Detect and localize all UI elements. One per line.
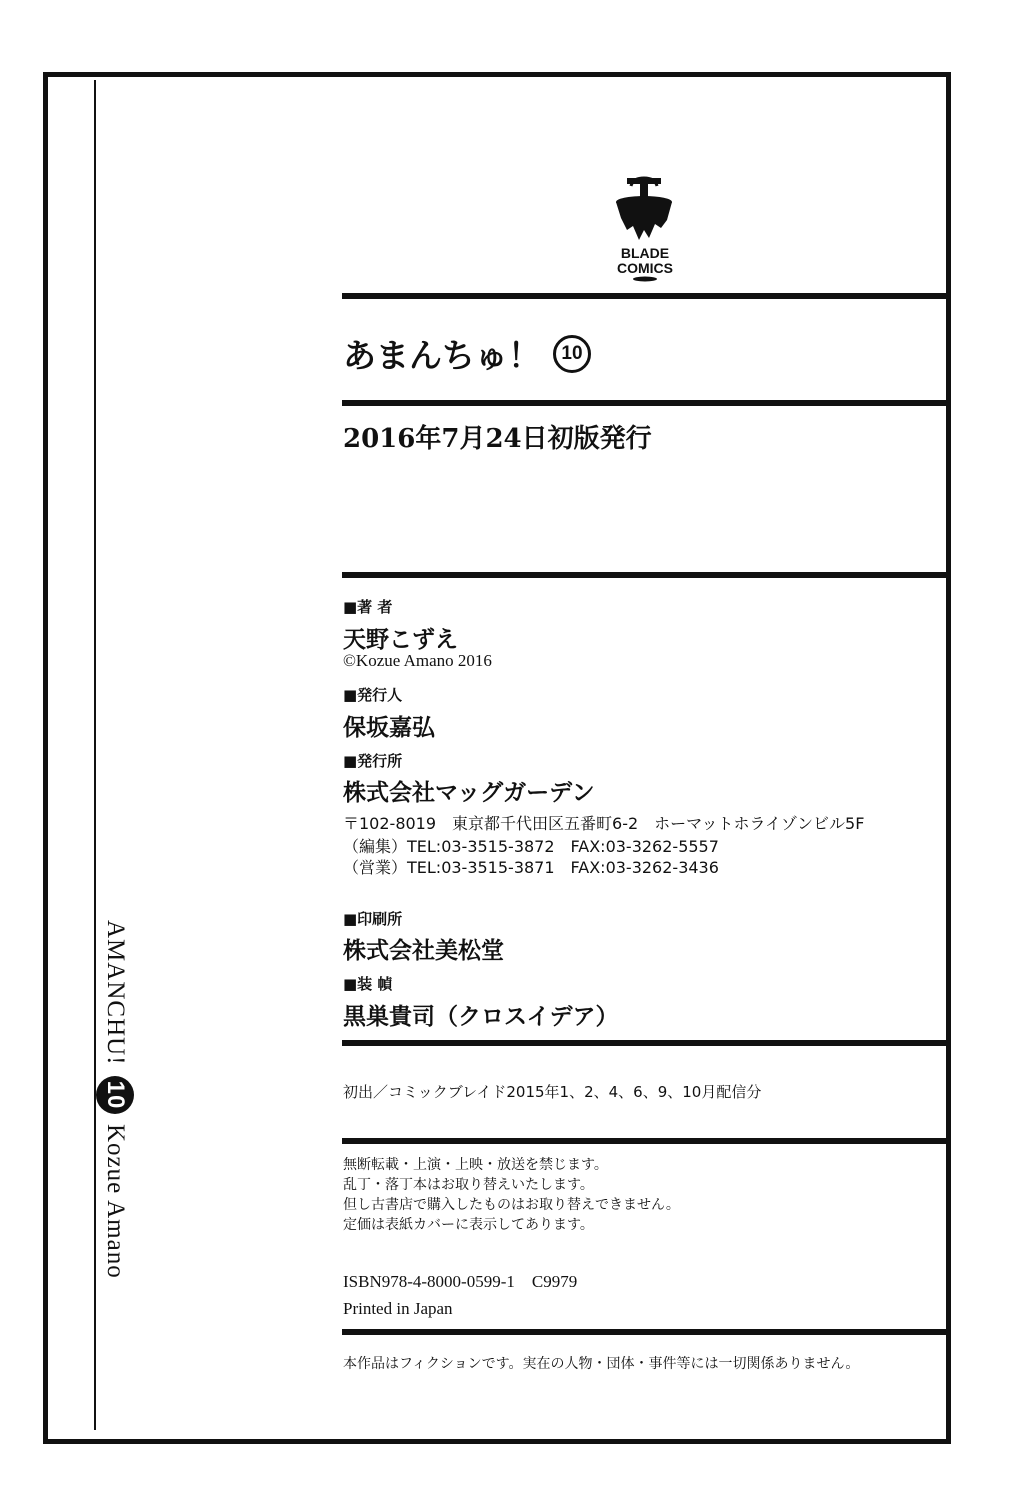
notice-line: 但し古書店で購入したものはお取り替えできません。 <box>343 1197 680 1213</box>
logo-text-blade: BLADE <box>620 245 670 261</box>
publisher-person-label: ■発行人 <box>343 686 403 704</box>
page-frame <box>43 72 951 1444</box>
copyright-text: ©Kozue Amano 2016 <box>343 651 492 670</box>
isbn: ISBN978-4-8000-0599-1 C9979 <box>343 1272 578 1291</box>
divider-bar <box>342 400 946 406</box>
notice-line: 無断転載・上演・上映・放送を禁じます。 <box>343 1157 608 1173</box>
logo-text-comics: COMICS <box>617 260 673 276</box>
fiction-notice: 本作品はフィクションです。実在の人物・団体・事件等には一切関係ありません。 <box>343 1356 860 1372</box>
printer-label: ■印刷所 <box>343 910 403 928</box>
spine-volume-number: 10 <box>96 1076 134 1114</box>
spine-label <box>96 920 134 1278</box>
publisher-person-name: 保坂嘉弘 <box>343 714 435 741</box>
book-title-text: あまんちゅ！ <box>343 336 541 375</box>
divider-bar <box>342 572 946 578</box>
divider-bar <box>342 293 946 299</box>
publisher-name: 株式会社マッグガーデン <box>343 779 595 806</box>
author-name: 天野こずえ <box>343 626 458 653</box>
divider-bar <box>342 1329 946 1335</box>
legal-notices <box>343 1155 680 1235</box>
book-title <box>343 330 591 377</box>
printed-in: Printed in Japan <box>343 1299 453 1318</box>
notice-line: 乱丁・落丁本はお取り替えいたします。 <box>343 1177 594 1193</box>
design-name: 黒巣貴司（クロスイデア） <box>343 1003 619 1030</box>
blade-comics-logo <box>603 172 687 287</box>
sales-contact: （営業）TEL:03-3515-3871 FAX:03-3262-3436 <box>343 858 719 877</box>
publication-date: 2016年7月24日初版発行 <box>343 424 652 454</box>
spine-author: Kozue Amano <box>102 1123 129 1279</box>
spine-volume <box>96 1076 134 1114</box>
book-volume-badge: 10 <box>553 335 591 373</box>
design-label: ■装 幀 <box>343 975 393 993</box>
spine-title: AMANCHU! <box>102 920 129 1066</box>
publisher-label: ■発行所 <box>343 752 403 770</box>
first-appearance: 初出／コミックブレイド2015年1、2、4、6、9、10月配信分 <box>343 1083 762 1101</box>
author-label: ■著 者 <box>343 598 393 616</box>
notice-line: 定価は表紙カバーに表示してあります。 <box>343 1217 594 1233</box>
divider-bar <box>342 1040 946 1046</box>
divider-bar <box>342 1138 946 1144</box>
printer-name: 株式会社美松堂 <box>343 937 504 964</box>
editorial-contact: （編集）TEL:03-3515-3872 FAX:03-3262-5557 <box>343 837 719 856</box>
publisher-address: 〒102-8019 東京都千代田区五番町6-2 ホーマットホライゾンビル5F <box>343 814 865 833</box>
